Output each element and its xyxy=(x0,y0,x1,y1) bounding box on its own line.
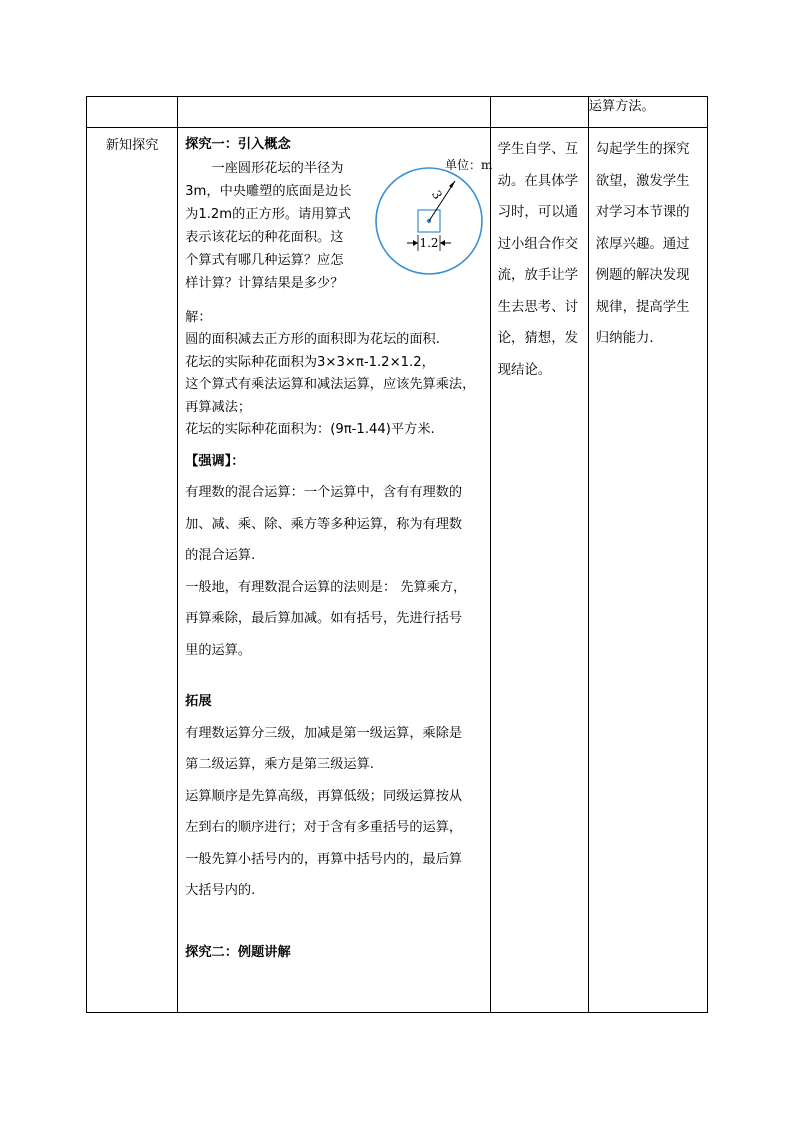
stage-cell xyxy=(87,128,178,1013)
cell-empty-3 xyxy=(490,97,588,128)
dim-arrow-left-icon xyxy=(413,240,418,246)
problem-line: 个算式有哪几种运算？应怎 xyxy=(185,252,344,268)
student-line: 习时，可以通 xyxy=(497,205,578,220)
extend-line: 一般先算小括号内的，再算中括号内的，最后算 xyxy=(185,851,463,867)
student-line: 动。在具体学 xyxy=(497,173,578,189)
extend-line: 运算顺序是先算高级，再算低级；同级运算按从 xyxy=(185,788,463,804)
intro-block xyxy=(185,157,493,307)
explore2-title: 探究二：例题讲解 xyxy=(185,944,291,960)
problem-line: 表示该花坛的种花面积。这 xyxy=(185,229,344,245)
extend-line: 大括号内的. xyxy=(185,883,256,898)
problem-line: 3m，中央雕塑的底面是边长 xyxy=(185,183,352,199)
solution-line: 花坛的实际种花面积为：(9π-1.44)平方米. xyxy=(185,422,435,437)
intent-line: 归纳能力. xyxy=(595,331,654,346)
rule-line: 一般地，有理数混合运算的法则是： 先算乘方， xyxy=(185,579,467,595)
definition-line: 的混合运算. xyxy=(185,548,256,563)
student-line: 生去思考、讨 xyxy=(497,299,578,315)
intent-line: 欲望，激发学生 xyxy=(595,173,690,189)
lesson-plan-table xyxy=(86,96,708,1013)
intent-line: 例题的解决发现 xyxy=(595,268,690,283)
dim-arrow-right-icon xyxy=(440,240,445,246)
side-label: 1.2 xyxy=(419,235,439,250)
design-intent-text xyxy=(589,128,707,355)
extend-line: 左到右的顺序进行；对于含有多重括号的运算， xyxy=(185,820,463,835)
flowerbed-figure xyxy=(375,155,493,291)
design-intent-cell xyxy=(588,128,707,1013)
intent-line: 勾起学生的探究 xyxy=(595,142,690,157)
student-activity-text xyxy=(491,128,588,386)
student-line: 学生自学、互 xyxy=(497,142,578,157)
solution-line: 这个算式有乘法运算和减法运算，应该先算乘法， xyxy=(185,377,476,392)
student-activity-cell xyxy=(490,128,588,1013)
problem-line: 为1.2m的正方形。请用算式 xyxy=(185,206,351,222)
unit-label: 单位：m xyxy=(445,157,493,172)
explore1-title: 探究一：引入概念 xyxy=(185,137,291,152)
emphasis-title: 【强调】： xyxy=(185,453,245,469)
solution-line: 花坛的实际种花面积为3×3×π-1.2×1.2， xyxy=(185,354,435,370)
student-line: 论，猜想，发 xyxy=(497,331,578,346)
solution-line: 圆的面积减去正方形的面积即为花坛的面积. xyxy=(185,332,440,347)
intent-line: 浓厚兴趣。通过 xyxy=(595,236,690,252)
solution-label: 解： xyxy=(185,309,212,325)
student-line: 过小组合作交 xyxy=(497,236,578,252)
cell-method-end xyxy=(588,97,707,128)
table-row xyxy=(87,128,708,1013)
extend-title: 拓展 xyxy=(185,694,212,709)
content-cell xyxy=(178,128,491,1013)
problem-line: 一座圆形花坛的半径为 xyxy=(211,160,344,176)
intent-line: 对学习本节课的 xyxy=(595,205,690,220)
stage-label: 新知探究 xyxy=(105,138,159,153)
definition-line: 加、减、乘、除、乘方等多种运算，称为有理数 xyxy=(185,516,463,532)
cell-empty-1 xyxy=(87,97,178,128)
method-end-text: 运算方法。 xyxy=(588,99,655,114)
student-line: 流，放手让学 xyxy=(497,268,578,283)
radius-label: 3 xyxy=(429,187,446,202)
radius-arrow-icon xyxy=(449,181,455,188)
rule-line: 再算乘除，最后算加减。如有括号，先进行括号 xyxy=(185,611,463,626)
extend-line: 第二级运算，乘方是第三级运算. xyxy=(185,757,374,772)
cell-empty-2 xyxy=(178,97,491,128)
intent-line: 规律，提高学生 xyxy=(595,299,690,315)
student-line: 现结论。 xyxy=(497,362,552,378)
flowerbed-diagram xyxy=(375,155,493,291)
solution-line: 再算减法； xyxy=(185,399,252,415)
table-row xyxy=(87,97,708,128)
extend-line: 有理数运算分三级，加减是第一级运算，乘除是 xyxy=(185,725,463,741)
definition-line: 有理数的混合运算：一个运算中，含有有理数的 xyxy=(185,485,463,500)
problem-text xyxy=(185,157,363,295)
rule-line: 里的运算。 xyxy=(185,642,252,658)
problem-line: 样计算？计算结果是多少？ xyxy=(185,275,344,291)
